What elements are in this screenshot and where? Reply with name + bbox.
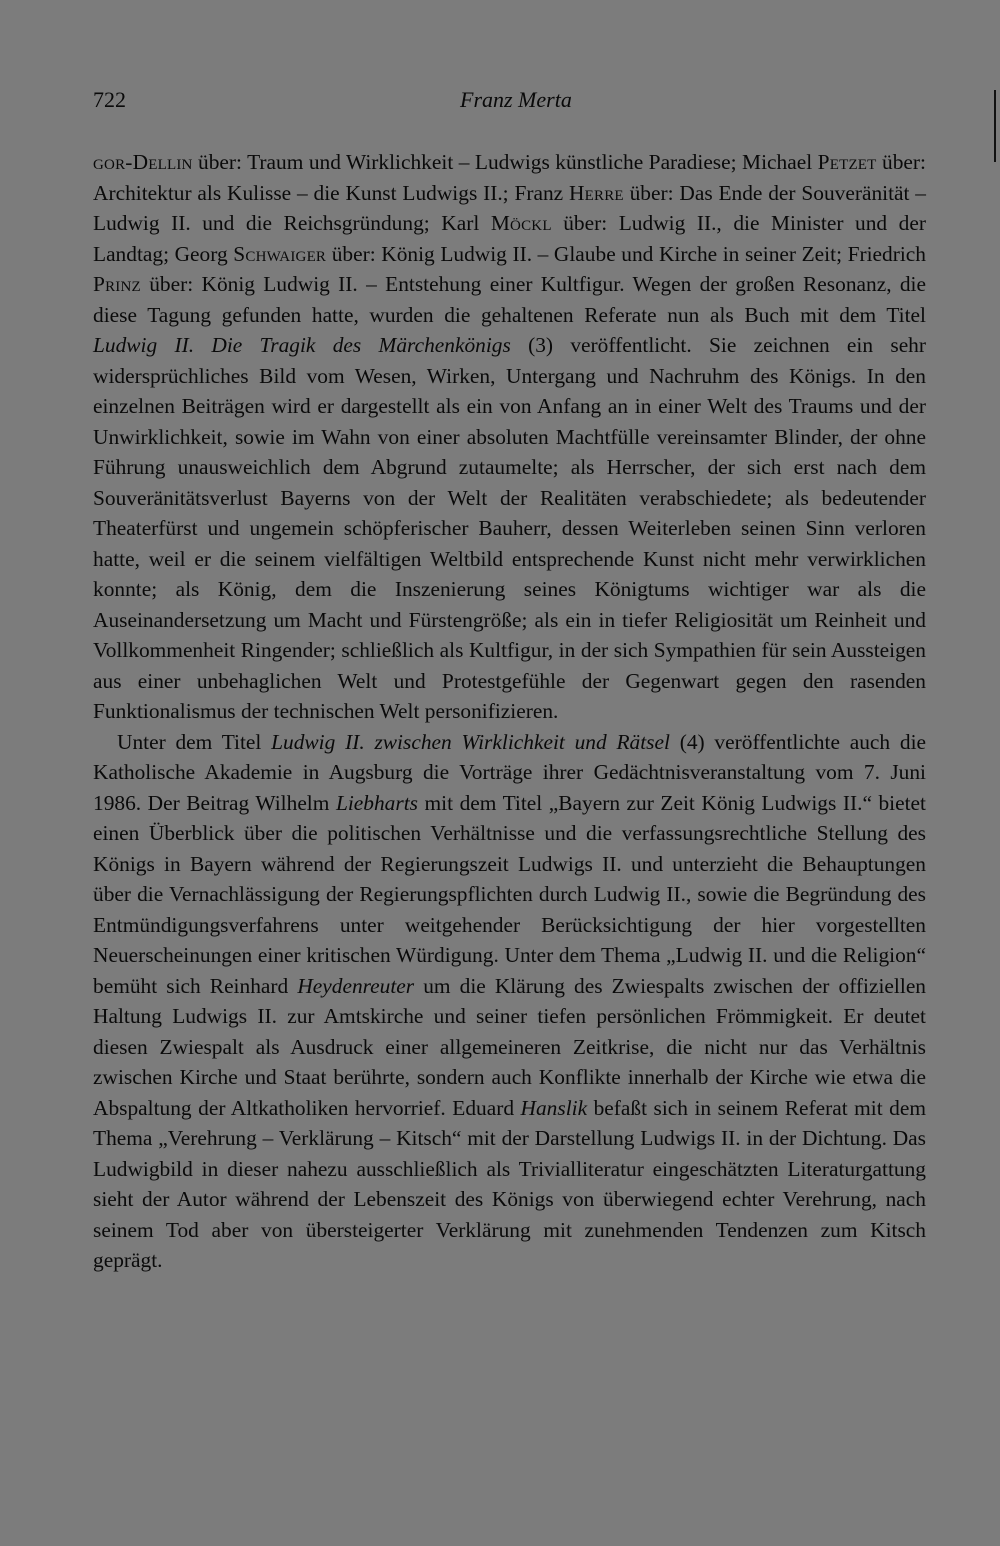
page-body xyxy=(93,147,926,1276)
text-run: mit dem Titel „Bayern zur Zeit König Ludwigs II.“ bietet einen Überblick über die politischen Verhältnisse und die verfassungsrechtliche Stellung des Königs in Bayern während der Regierungszeit Ludwigs II. und unterzieht die Behauptungen über die Vernachlässigung der Regierungspflichten durch Ludwig II., sowie die Begründung des Entmündigungsverfahrens unter weitgehender Berücksichtigung der hier vorgestellten Neuerscheinungen einer kritischen Würdigung. Unter dem Thema „Ludwig II. und die Religion“ bemüht sich Reinhard xyxy=(93,790,926,998)
author-name: Heydenreuter xyxy=(297,973,415,998)
running-head: Franz Merta xyxy=(460,87,572,112)
text-run: Unter dem Titel xyxy=(117,729,272,754)
paragraph-1 xyxy=(93,147,926,727)
page-number: 722 xyxy=(93,87,126,112)
text-run: befaßt sich in seinem Referat mit dem Thema „Verehrung – Verklärung – Kitsch“ mit der Darstellung Ludwigs II. in der Dichtung. Das Ludwigbild in dieser nahezu ausschließlich als Trivialliteratur eingeschätzten Literaturgattung sieht der Autor während der Lebenszeit des Königs von überwiegend echter Verehrung, nach seinem Tod aber von übersteigerter Verklärung mit zunehmenden Tendenzen zum Kitsch geprägt. xyxy=(93,1095,926,1272)
author-name: Hanslik xyxy=(520,1095,588,1120)
text-run: über: König Ludwig II. – Entstehung einer Kultfigur. Wegen der großen Resonanz, die diese Tagung gefunden hatte, wurden die gehaltenen Referate nun als Buch mit dem Titel xyxy=(93,272,926,327)
text-run: über: König Ludwig II. – Glaube und Kirche in seiner Zeit; Friedrich xyxy=(326,241,927,266)
text-run: über: Ludwig II., die Minister und der Landtag; Georg xyxy=(93,211,926,266)
book-title: Ludwig II. zwischen Wirklichkeit und Rätsel xyxy=(271,729,670,754)
author-name: Prinz xyxy=(93,272,141,296)
author-name: Schwaiger xyxy=(233,241,327,266)
book-title: Ludwig II. Die Tragik des Märchenkönigs xyxy=(93,333,511,357)
author-name: gor-Dellin xyxy=(93,150,193,174)
text-run: (4) veröffentlichte auch die Katholische Akademie in Augsburg die Vorträge ihrer Gedächtnisveranstaltung vom 7. Juni 1986. Der Beitrag Wilhelm xyxy=(93,729,927,815)
text-run: (3) veröffentlicht. Sie zeichnen ein sehr widersprüchliches Bild vom Wesen, Wirken, Untergang und Nachruhm des Königs. In den einzelnen Beiträgen wird er dargestellt als ein von Anfang an in einer Welt des Traums und der Unwirklichkeit, sowie im Wahn von einer absoluten Machtfülle vereinsamter Blinder, der ohne Führung unausweichlich dem Abgrund zutaumelte; als Herrscher, der sich erst nach dem Souveränitätsverlust Bayerns von der Welt der Realitäten verabschiedete; als bedeutender Theaterfürst und ungemein schöpferischer Bauherr, dessen Weiterleben seinen Sinn verloren hatte, weil er die seinem vielfältigen Weltbild entsprechende Kunst nicht mehr verwirklichen konnte; als König, dem die Inszenierung seines Königtums wichtiger war als die Auseinandersetzung um Macht und Fürstengröße; als ein in tiefer Religiosität um Reinheit und Vollkommenheit Ringender; schließlich als Kultfigur, in der sich Sympathien für sein Aussteigen aus einer unbehaglichen Welt und Protestgefühle der Gegenwart gegen den rasenden Funktionalismus der technischen Welt personifizieren. xyxy=(93,333,927,723)
margin-rule xyxy=(994,90,996,162)
paragraph-2 xyxy=(93,727,926,1276)
author-name: Liebharts xyxy=(335,790,418,815)
text-run: über: Architektur als Kulisse – die Kunst Ludwigs II.; Franz xyxy=(93,150,926,205)
author-name: Möckl xyxy=(490,211,552,235)
text-run: über: Das Ende der Souveränität – Ludwig II. und die Reichsgründung; Karl xyxy=(93,180,927,235)
text-run: um die Klärung des Zwiespalts zwischen der offiziellen Haltung Ludwigs II. zur Amtskirche und seiner tiefen persönlichen Frömmigkeit. Er deutet diesen Zwiespalt als Ausdruck einer allgemeineren Zeitkrise, die nicht nur das Verhältnis zwischen Kirche und Staat berührte, sondern auch Konflikte innerhalb der Kirche wie etwa die Abspaltung der Altkatholiken hervorrief. Eduard xyxy=(93,973,927,1120)
text-run: über: Traum und Wirklichkeit – Ludwigs künstliche Paradiese; Michael xyxy=(192,150,818,174)
author-name: Petzet xyxy=(817,150,877,174)
author-name: Herre xyxy=(568,180,624,205)
